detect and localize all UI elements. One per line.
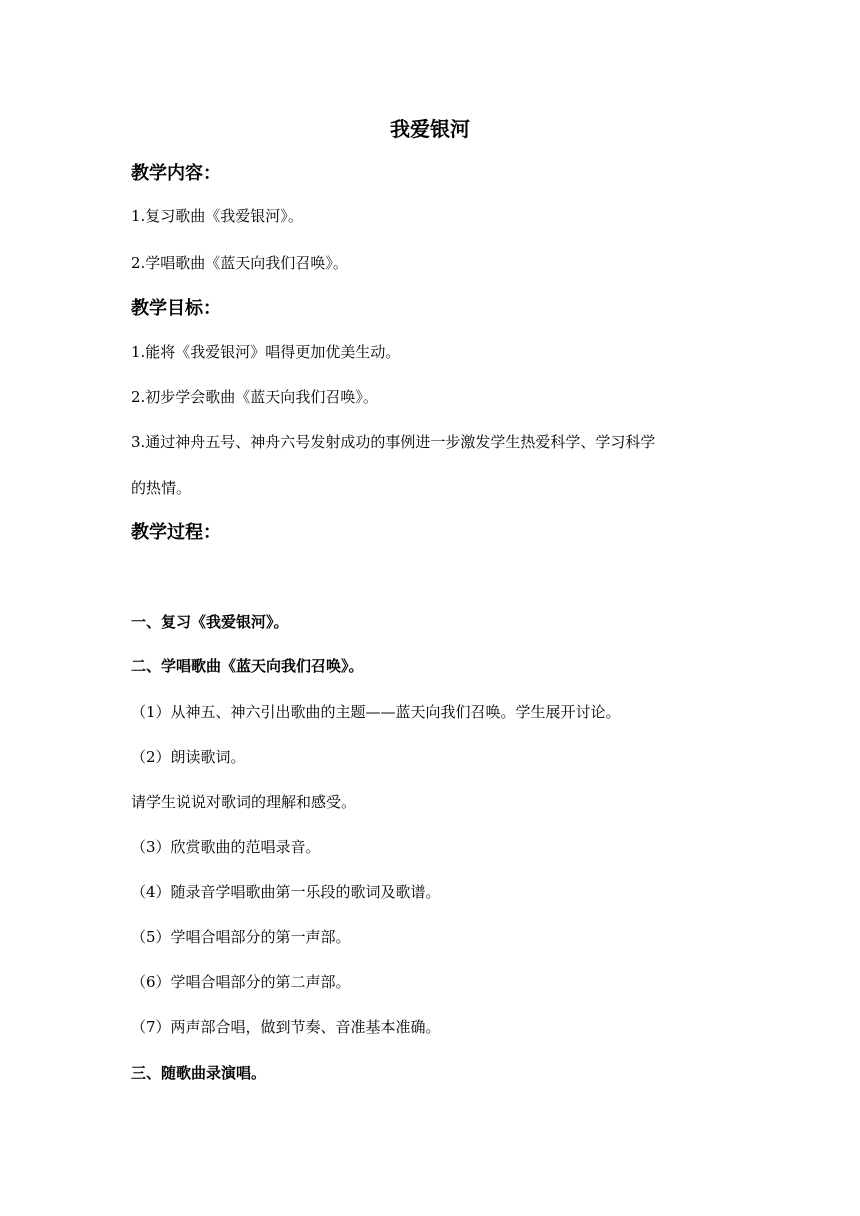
process-heading: 教学过程： — [131, 522, 221, 543]
step-one: 一、复习《我爱银河》。 — [131, 613, 289, 631]
content-item: 1.复习歌曲《我爱银河》。 — [131, 207, 303, 225]
goal-item: 1.能将《我爱银河》唱得更加优美生动。 — [131, 343, 401, 361]
step-two-item: （4）随录音学唱歌曲第一乐段的歌词及歌谱。 — [131, 883, 441, 901]
goal-item: 3.通过神舟五号、神舟六号发射成功的事例进一步激发学生热爱科学、学习科学 — [131, 433, 656, 451]
step-two-item: （1）从神五、神六引出歌曲的主题——蓝天向我们召唤。学生展开讨论。 — [131, 703, 621, 721]
step-two-item: （3）欣赏歌曲的范唱录音。 — [131, 838, 321, 856]
content-item: 2.学唱歌曲《蓝天向我们召唤》。 — [131, 254, 348, 272]
goal-item-continued: 的热情。 — [131, 479, 192, 497]
goal-item: 2.初步学会歌曲《蓝天向我们召唤》。 — [131, 388, 378, 406]
step-two-item: （6）学唱合唱部分的第二声部。 — [131, 973, 351, 991]
step-two: 二、学唱歌曲《蓝天向我们召唤》。 — [131, 657, 364, 675]
step-two-item: （5）学唱合唱部分的第一声部。 — [131, 928, 351, 946]
step-two-item: （2）朗读歌词。 — [131, 748, 246, 766]
goals-heading: 教学目标： — [131, 298, 221, 319]
step-three: 三、随歌曲录演唱。 — [131, 1064, 267, 1082]
content-heading: 教学内容： — [131, 163, 221, 184]
step-two-item: （7）两声部合唱，做到节奏、音准基本准确。 — [131, 1018, 441, 1036]
step-two-item: 请学生说说对歌词的理解和感受。 — [131, 793, 357, 811]
document-title: 我爱银河 — [390, 117, 470, 141]
